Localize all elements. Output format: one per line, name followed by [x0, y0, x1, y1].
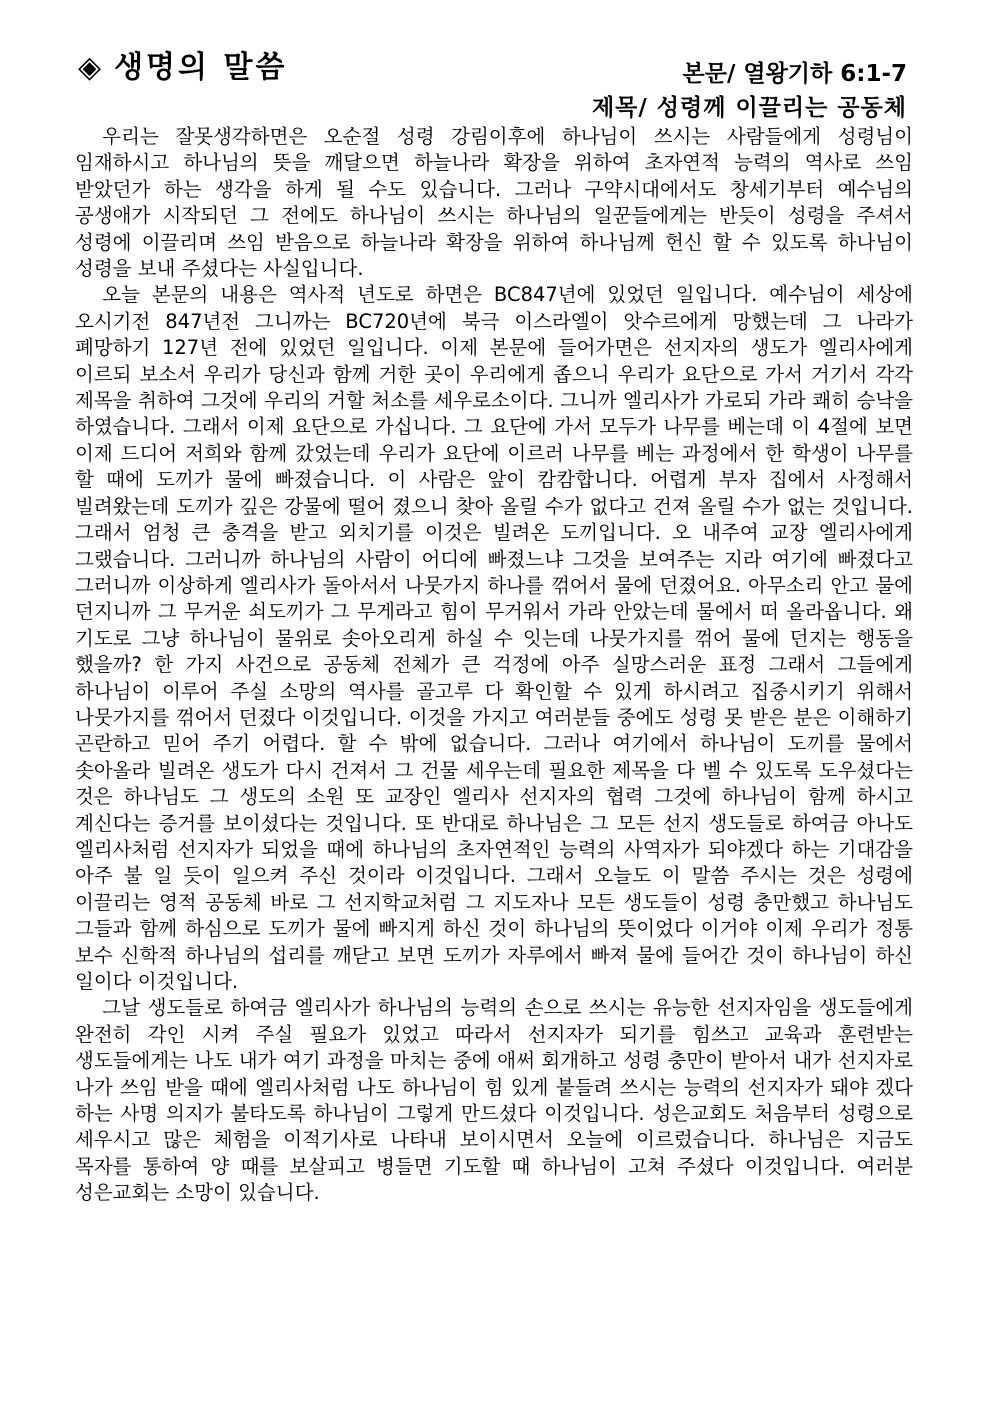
sermon-body — [75, 124, 913, 1207]
paragraph-3: 그날 생도들로 하여금 엘리사가 하나님의 능력의 손으로 쓰시는 유능한 선지자임을 생도들에게 완전히 각인 시켜 주실 필요가 있었고 따라서 선지자가 되기를 힘쓰고 교육과 훈련받는 생도들에게는 나도 내가 여기 과정을 마치는 중에 애써 회개하고 성령 충만이 받아서 내가 선지자로 나가 쓰임 받을 때에 엘리사처럼 나도 하나님이 힘 있게 붙들려 쓰시는 능력의 선지자가 돼야 겠다 하는 사명 의지가 불타도록 하나님이 그렇게 만드셨다 이것입니다. 성은교회도 처음부터 성령으로 세우시고 많은 체험을 이적기사로 나타내 보이시면서 오늘에 이르렀습니다. 하나님은 지금도 목자를 통하여 양 때를 보살피고 병들면 기도할 때 하나님이 고쳐 주셨다 이것입니다. 여러분 성은교회는 소망이 있습니다. — [75, 996, 913, 1205]
heading-text: 생명의 말씀 — [114, 50, 288, 85]
diamond-bullet-icon: ◈ — [78, 50, 105, 85]
page-heading — [78, 48, 287, 88]
paragraph-2: 오늘 본문의 내용은 역사적 년도로 하면은 BC847년에 있었던 일입니다. 예수님이 세상에 오시기전 847년전 그니까는 BC720년에 북극 이스라엘이 앗수르에게 망했는데 그 나라가 폐망하기 127년 전에 있었던 일입니다. 이제 본문에 들어가면은 선지자의 생도가 엘리사에게 이르되 보소서 우리가 당신과 함께 거한 곳이 우리에게 좁으니 우리가 요단으로 가서 거기서 각각 제목을 취하여 그것에 우리의 거할 처소를 세우로소이다. 그니까 엘리사가 가로되 가라 쾌히 승낙을 하였습니다. 그래서 이제 요단으로 가십니다. 그 요단에 가서 모두가 나무를 베는데 이 4절에 보면 이제 드디어 저희와 함께 갔었는데 우리가 요단에 이르러 나무를 베는 과정에서 한 학생이 나무를 할 때에 도끼가 물에 빠졌습니다. 이 사람은 앞이 캄캄합니다. 어렵게 부자 집에서 사정해서 빌려왔는데 도끼가 깊은 강물에 떨어 졌으니 찾아 올릴 수가 없다고 건져 올릴 수가 없는 것입니다. 그래서 엄청 큰 충격을 받고 외치기를 이것은 빌려온 도끼입니다. 오 내주여 교장 엘리사에게 그랬습니다. 그러니까 하나님의 사람이 어디에 빠졌느냐 그것을 보여주는 지라 여기에 빠졌다고 그러니까 이상하게 엘리사가 돌아서서 나뭇가지 하나를 꺾어서 물에 던졌어요. 아무소리 안고 물에 던지니까 그 무거운 쇠도끼가 그 무게라고 힘이 무거워서 가라 안았는데 물에서 떠 올라옵니다. 왜 기도로 그냥 하나님이 물위로 솟아오리게 하실 수 잇는데 나뭇가지를 꺾어 물에 던지는 행동을 했을까? 한 가지 사건으로 공동체 전체가 큰 걱정에 아주 실망스러운 표정 그래서 그들에게 하나님이 이루어 주실 소망의 역사를 골고루 다 확인할 수 있게 하시려고 집중시키기 위해서 나뭇가지를 꺾어서 던졌다 이것입니다. 이것을 가지고 여러분들 중에도 성령 못 받은 분은 이해하기 곤란하고 믿어 주기 어렵다. 할 수 밖에 없습니다. 그러나 여기에서 하나님이 도끼를 물에서 솟아올라 빌려온 생도가 다시 건져서 그 건물 세우는데 필요한 제목을 다 벨 수 있도록 도우셨다는 것은 하나님도 그 생도의 소원 또 교장인 엘리사 선지자의 협력 그것에 하나님이 함께 하시고 계신다는 증거를 보이셨다는 것입니다. 또 반대로 하나님은 그 모든 선지 생도들로 하여금 아나도 엘리사처럼 선지자가 되었을 때에 하나님의 초자연적인 능력의 사역자가 되야겠다 하는 기대감을 아주 불 일 듯이 일으켜 주신 것이라 이것입니다. 그래서 오늘도 이 말씀 주시는 것은 성령에 이끌리는 영적 공동체 바로 그 선지학교처럼 그 지도자나 모든 생도들이 성령 충만했고 하나님도 그들과 함께 하심으로 도끼가 물에 빠지게 하신 것이 하나님의 뜻이었다 이거야 이제 우리가 정통 보수 신학적 하나님의 섭리를 깨닫고 보면 도끼가 자루에서 빠져 물에 들어간 것이 하나님이 하신 일이다 이것입니다. — [75, 283, 913, 993]
scripture-reference: 본문/ 열왕기하 6:1-7 — [682, 61, 907, 87]
paragraph-1: 우리는 잘못생각하면은 오순절 성령 강림이후에 하나님이 쓰시는 사람들에게 성령님이 임재하시고 하나님의 뜻을 깨달으면 하늘나라 확장을 위하여 초자연적 능력의 역사로 쓰임 받았던가 하는 생각을 하게 될 수도 있습니다. 그러나 구약시대에서도 창세기부터 예수님의 공생애가 시작되던 그 전에도 하나님이 쓰시는 하나님의 일꾼들에게는 반듯이 성령을 주셔서 성령에 이끌리며 쓰임 받음으로 하늘나라 확장을 위하여 하나님께 헌신 할 수 있도록 하나님이 성령을 보내 주셨다는 사실입니다. — [75, 125, 913, 281]
sermon-title: 제목/ 성령께 이끌리는 공동체 — [591, 95, 907, 121]
